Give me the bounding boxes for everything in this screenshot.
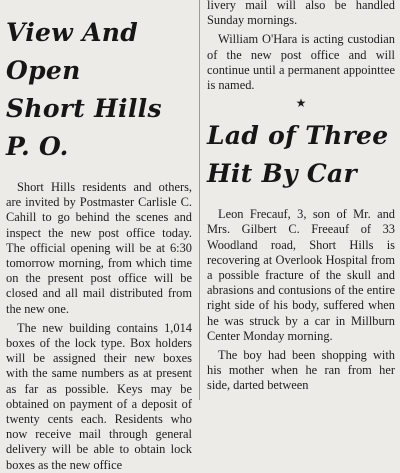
headline-line: View And Open [6,18,139,85]
separator-star: ★ [295,96,307,111]
article-paragraph: livery mail will also be handled Sunday mornings. [207,0,395,28]
left-column [6,0,192,472]
right-column [207,0,395,400]
article-paragraph: The new building contains 1,014 boxes of the lock type. Box holders will be assigned their new boxes with the same numbers as at present as far as possible. Keys may be obtained on payment of a deposit of twenty cents each. Residents who now receive mail through general delivery will be able to obtain lock boxes as the new office [6,320,192,472]
article-body-lad-hit [207,207,395,393]
article-body-post-office [6,180,192,473]
column-rule [199,0,200,400]
headline-line: Lad of Three [207,121,389,151]
headline-line: Short Hills P. O. [6,94,162,161]
article-paragraph: The boy had been shopping with his mother when he ran from her side, darted between [207,348,395,393]
article-paragraph: Short Hills residents and others, are invited by Postmaster Carlisle C. Cahill to go behind the scenes and inspect the new post office today. The official opening will be at 6:30 tomorrow morning, from which time on the present post office will be closed and all mail distributed from the new one. [6,180,192,316]
headline-lad-hit-by-car [207,117,395,193]
headline-line: Hit By Car [207,159,357,189]
article-paragraph: William O'Hara is acting custodian of the new post office and will continue until a permanent appointtee is named. [207,32,395,93]
continued-text [207,0,395,93]
headline-post-office [6,14,192,166]
article-paragraph: Leon Frecauf, 3, son of Mr. and Mrs. Gilbert C. Freeauf of 33 Woodland road, Short Hills is recovering at Overlook Hospital from a possible fracture of the skull and abrasions and contusions of the entire right side of his body, suffered when he was struck by a car in Millburn Center Monday morning. [207,207,395,343]
